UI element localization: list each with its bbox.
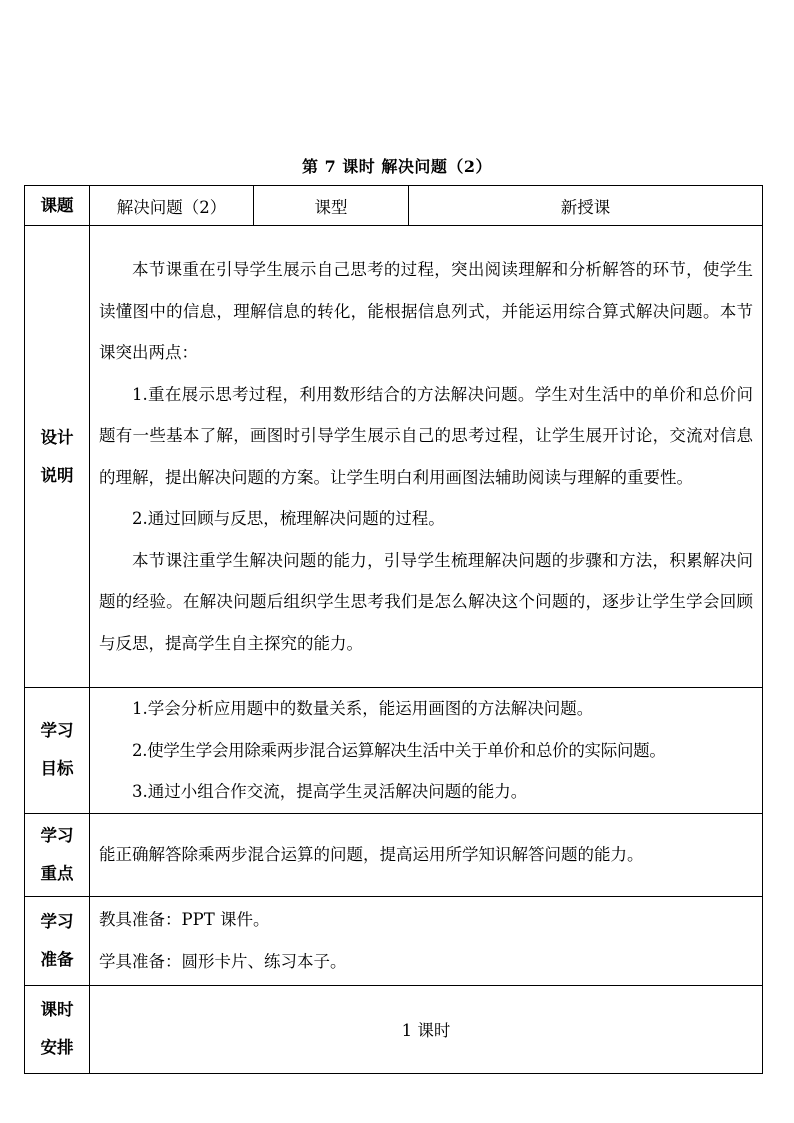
- type-value: 新授课: [409, 186, 763, 226]
- lesson-plan-table: [24, 185, 763, 1074]
- page-title: 第 7 课时 解决问题（2）: [302, 157, 492, 176]
- design-label: [25, 226, 90, 688]
- focus-row: [25, 813, 763, 896]
- goals-content: [90, 688, 763, 814]
- type-label: 课型: [254, 186, 409, 226]
- design-paragraph-3: 2.通过回顾与反思，梳理解决问题的过程。: [132, 509, 445, 528]
- goal-item-3: 3.通过小组合作交流，提高学生灵活解决问题的能力。: [132, 782, 528, 801]
- design-label-line1: 设计: [40, 427, 74, 447]
- goals-label-line1: 学习: [40, 721, 74, 741]
- schedule-label-line2: 安排: [40, 1038, 74, 1057]
- topic-label: 课题: [25, 186, 90, 226]
- prep-row: [25, 896, 763, 985]
- teacher-prep: 教具准备：PPT 课件。: [99, 910, 270, 929]
- focus-label-line2: 重点: [40, 863, 74, 883]
- goals-row: [25, 688, 763, 814]
- focus-label-line1: 学习: [40, 825, 74, 845]
- topic-value: 解决问题（2）: [90, 186, 254, 226]
- schedule-label-line1: 课时: [40, 1000, 74, 1019]
- design-label-line2: 说明: [40, 465, 74, 485]
- design-row: [25, 226, 763, 688]
- goals-label: [25, 688, 90, 814]
- focus-text: 能正确解答除乘两步混合运算的问题，提高运用所学知识解答问题的能力。: [99, 844, 644, 864]
- schedule-row: [25, 985, 763, 1073]
- goal-item-1: 1.学会分析应用题中的数量关系，能运用画图的方法解决问题。: [132, 699, 594, 718]
- focus-label: [25, 813, 90, 896]
- schedule-label: [25, 985, 90, 1073]
- design-paragraph-1: 本节课重在引导学生展示自己思考的过程，突出阅读理解和分析解答的环节，使学生读懂图中的信息，理解信息的转化，能根据信息列式，并能运用综合算式解决问题。本节课突出两点：: [99, 260, 753, 362]
- student-prep: 学具准备：圆形卡片、练习本子。: [99, 951, 347, 971]
- goals-label-line2: 目标: [40, 759, 74, 779]
- prep-label: [25, 896, 90, 985]
- design-content: [90, 226, 763, 688]
- design-paragraph-4: 本节课注重学生解决问题的能力，引导学生梳理解决问题的步骤和方法，积累解决问题的经验。在解决问题后组织学生思考我们是怎么解决这个问题的，逐步让学生学会回顾与反思，提高学生自主探究的能力。: [99, 550, 753, 653]
- prep-content: [90, 896, 763, 985]
- schedule-value: 1 课时: [90, 985, 763, 1073]
- focus-content: [90, 813, 763, 896]
- header-row: [25, 186, 763, 226]
- goal-item-2: 2.使学生学会用除乘两步混合运算解决生活中关于单价和总价的实际问题。: [132, 740, 666, 760]
- prep-label-line2: 准备: [40, 949, 74, 969]
- design-paragraph-2: 1.重在展示思考过程，利用数形结合的方法解决问题。学生对生活中的单价和总价问题有一些基本了解，画图时引导学生展示自己的思考过程，让学生展开讨论，交流对信息的理解，提出解决问题的方案。让学生明白利用画图法辅助阅读与理解的重要性。: [99, 384, 753, 487]
- prep-label-line1: 学习: [40, 911, 74, 931]
